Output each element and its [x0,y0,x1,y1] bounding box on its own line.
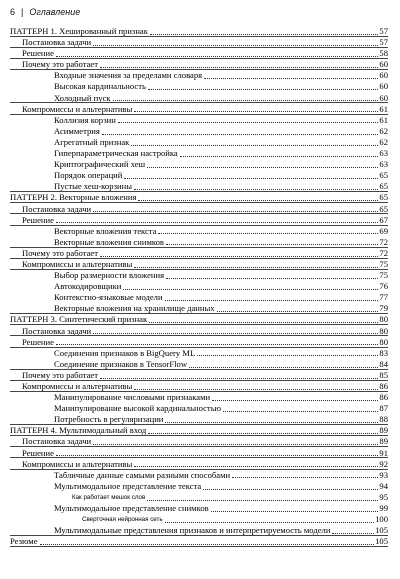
toc-entry-title: Компромиссы и альтернативы [22,258,133,269]
toc-entry-page: 88 [379,414,388,425]
toc-entry-title: Асимметрия [54,125,100,136]
toc-entry[interactable] [10,126,388,137]
dot-leader [232,477,378,478]
toc-entry[interactable] [10,259,388,270]
toc-entry[interactable] [10,215,388,226]
dot-leader [148,433,378,434]
toc-entry-title: Высокая кардинальность [54,81,146,92]
toc-entry-page: 69 [379,225,388,236]
dot-leader [93,211,378,212]
toc-entry-page: 67 [379,214,388,225]
dot-leader [138,200,378,201]
toc-entry-title: Почему это работает [22,247,98,258]
dot-leader [56,344,378,345]
toc-entry-page: 60 [379,92,388,103]
dot-leader [148,89,379,90]
toc-entry-title: Постановка задачи [22,325,92,336]
toc-entry[interactable] [10,81,388,92]
toc-entry-page: 94 [379,480,388,491]
toc-entry-page: 61 [379,103,388,114]
toc-entry-page: 58 [379,48,388,59]
toc-entry-title: Пустые хеш-корзины [54,181,132,192]
toc-entry-title: Постановка задачи [22,436,92,447]
toc-entry[interactable] [10,192,388,203]
toc-entry[interactable] [10,226,388,237]
toc-entry[interactable] [10,48,388,59]
dot-leader [165,422,378,423]
toc-entry[interactable] [10,481,388,492]
page-number: 6 [10,7,16,17]
toc-entry-title: Автокодировщики [54,281,122,292]
toc-entry[interactable] [10,70,388,81]
toc-entry-title: Сверточная нейронная сеть [82,516,163,524]
toc-entry[interactable] [10,26,388,37]
dot-leader [40,544,375,545]
table-of-contents [10,26,388,547]
toc-entry[interactable] [10,115,388,126]
toc-entry[interactable] [10,414,388,425]
toc-entry-page: 57 [379,37,388,48]
toc-entry[interactable] [10,104,388,115]
toc-entry-page: 76 [379,281,388,292]
toc-entry-page: 86 [379,381,388,391]
toc-entry-page: 105 [375,536,388,547]
dot-leader [56,222,378,223]
dot-leader [93,444,378,445]
toc-entry-title: Как работает мешок слов [72,493,146,501]
toc-entry-page: 80 [379,314,388,325]
dot-leader [223,411,378,412]
toc-entry-page: 105 [375,525,388,536]
dot-leader [93,45,378,46]
toc-entry[interactable] [10,326,388,337]
toc-entry[interactable] [10,204,388,215]
toc-entry-page: 60 [379,70,388,81]
toc-entry-page: 65 [379,192,388,203]
dot-leader [56,455,378,456]
toc-entry[interactable] [10,392,388,403]
toc-entry-page: 75 [379,258,388,269]
toc-entry-page: 99 [379,503,388,514]
toc-entry-title: Постановка задачи [22,37,92,48]
toc-entry-page: 93 [379,469,388,480]
toc-entry[interactable] [10,370,388,381]
toc-entry[interactable] [10,237,388,248]
toc-entry-page: 72 [379,247,388,258]
dot-leader [124,178,378,179]
toc-entry-title: Почему это работает [22,59,98,70]
dot-leader [134,111,378,112]
dot-leader [134,189,378,190]
toc-entry-title: Холодный пуск [54,92,111,103]
toc-entry-page: 60 [379,59,388,70]
dot-leader [165,522,375,523]
dot-leader [149,322,378,323]
toc-entry[interactable] [10,281,388,292]
toc-entry-title: Постановка задачи [22,203,92,214]
toc-entry-page: 91 [379,447,388,458]
toc-entry-page: 85 [379,369,388,380]
toc-entry-page: 77 [379,292,388,303]
toc-entry-title: Компромиссы и альтернативы [22,381,133,391]
running-header [10,5,390,19]
toc-entry-page: 80 [379,336,388,347]
toc-entry[interactable] [10,348,388,359]
toc-entry[interactable] [10,314,388,325]
toc-entry-page: 57 [379,26,388,36]
toc-entry[interactable] [10,37,388,48]
toc-entry-title: ПАТТЕРН 2. Векторные вложения [10,192,137,203]
toc-entry[interactable] [10,492,388,503]
toc-entry-page: 86 [379,392,388,403]
toc-entry-page: 95 [379,491,388,502]
toc-entry-page: 65 [379,170,388,181]
toc-entry[interactable] [10,359,388,370]
dot-leader [147,500,378,501]
toc-entry-page: 83 [379,347,388,358]
dot-leader [197,355,378,356]
toc-entry[interactable] [10,137,388,148]
toc-entry-page: 65 [379,203,388,214]
toc-entry[interactable] [10,425,388,436]
toc-entry-title: Гиперпараметрическая настройка [54,148,178,159]
toc-entry-title: ПАТТЕРН 3. Синтетический признак [10,314,148,325]
toc-entry[interactable] [10,403,388,414]
toc-entry[interactable] [10,148,388,159]
toc-entry-page: 92 [379,458,388,469]
dot-leader [56,56,378,57]
toc-entry-title: Коллизия корзин [54,114,116,125]
dot-leader [203,489,378,490]
toc-entry-title: Решение [22,48,54,59]
dot-leader [134,466,378,467]
toc-entry[interactable] [10,248,388,259]
toc-entry-title: Порядок операций [54,170,123,181]
toc-entry[interactable] [10,59,388,70]
toc-entry-title: Почему это работает [22,369,98,380]
toc-entry-page: 89 [379,425,388,436]
dot-leader [150,34,378,35]
toc-entry-title: Мультимодальные представления признаков и интерпретируемость модели [54,525,331,536]
toc-entry[interactable] [10,514,388,525]
dot-leader [100,256,378,257]
toc-entry-title: Решение [22,447,54,458]
toc-entry[interactable] [10,436,388,447]
toc-entry-title: Компромиссы и альтернативы [22,458,133,469]
toc-entry-title: Потребность в регуляризации [54,414,164,425]
dot-leader [123,289,378,290]
toc-entry[interactable] [10,292,388,303]
toc-entry-page: 84 [379,358,388,369]
dot-leader [166,244,378,245]
dot-leader [102,134,379,135]
toc-entry[interactable] [10,159,388,170]
dot-leader [212,400,378,401]
toc-entry-title: ПАТТЕРН 4. Мультимодальный вход [10,425,147,436]
toc-entry-page: 61 [379,114,388,125]
dot-leader [100,67,378,68]
toc-entry-title: Соединение признаков в TensorFlow [54,358,188,369]
dot-leader [211,511,379,512]
dot-leader [100,378,378,379]
dot-leader [118,122,379,123]
dot-leader [189,367,378,368]
toc-entry[interactable] [10,448,388,459]
toc-entry-title: Решение [22,336,54,347]
toc-entry-title: Манипулирование числовыми признаками [54,392,211,403]
dot-leader [332,533,374,534]
dot-leader [134,389,378,390]
dot-leader [180,156,379,157]
toc-entry[interactable] [10,536,388,547]
dot-leader [158,233,378,234]
toc-entry-page: 100 [375,514,388,525]
toc-entry[interactable] [10,525,388,536]
toc-entry-page: 62 [379,125,388,136]
toc-entry-page: 60 [379,81,388,92]
running-title: Оглавление [29,7,81,17]
toc-entry[interactable] [10,381,388,392]
toc-entry-page: 63 [379,159,388,170]
dot-leader [165,300,379,301]
toc-entry-page: 63 [379,148,388,159]
toc-entry[interactable] [10,303,388,314]
toc-entry[interactable] [10,459,388,470]
toc-entry-title: Мультимодальное представление текста [54,480,202,491]
toc-entry[interactable] [10,337,388,348]
toc-entry-page: 79 [379,303,388,314]
dot-leader [134,267,378,268]
toc-entry-title: Криптографический хеш [54,159,146,170]
dot-leader [131,145,378,146]
toc-entry[interactable] [10,93,388,104]
toc-entry-title: Табличные данные самыми разными способами [54,469,231,480]
toc-entry-page: 87 [379,403,388,414]
toc-entry-title: Векторные вложения текста [54,225,157,236]
toc-entry-page: 80 [379,325,388,336]
toc-entry-title: Выбор размерности вложения [54,270,165,281]
dot-leader [204,78,378,79]
toc-entry-title: Агрегатный признак [54,136,130,147]
toc-entry[interactable] [10,181,388,192]
toc-entry-title: Резюме [10,536,38,547]
toc-entry[interactable] [10,270,388,281]
dot-leader [166,278,378,279]
toc-entry-title: Компромиссы и альтернативы [22,103,133,114]
toc-entry[interactable] [10,470,388,481]
dot-leader [217,311,379,312]
toc-entry-title: ПАТТЕРН 1. Хешированный признак [10,26,148,36]
toc-entry-title: Мультимодальное представление снимков [54,503,209,514]
toc-entry-page: 75 [379,270,388,281]
toc-entry-page: 62 [379,136,388,147]
toc-entry-title: Векторные вложения на хранилище данных [54,303,215,314]
header-separator: | [21,7,24,17]
toc-entry-title: Манипулирование высокой кардинальностью [54,403,222,414]
toc-entry-page: 89 [379,436,388,447]
toc-entry[interactable] [10,170,388,181]
dot-leader [147,167,378,168]
toc-entry-title: Соединения признаков в BigQuery ML [54,347,196,358]
dot-leader [93,333,378,334]
toc-entry-title: Решение [22,214,54,225]
toc-entry-title: Контекстно-языковые модели [54,292,163,303]
toc-entry-title: Векторные вложения снимков [54,236,164,247]
toc-entry-page: 65 [379,181,388,192]
toc-entry-title: Входные значения за пределами словаря [54,70,203,81]
dot-leader [113,100,379,101]
toc-entry[interactable] [10,503,388,514]
toc-entry-page: 72 [379,236,388,247]
